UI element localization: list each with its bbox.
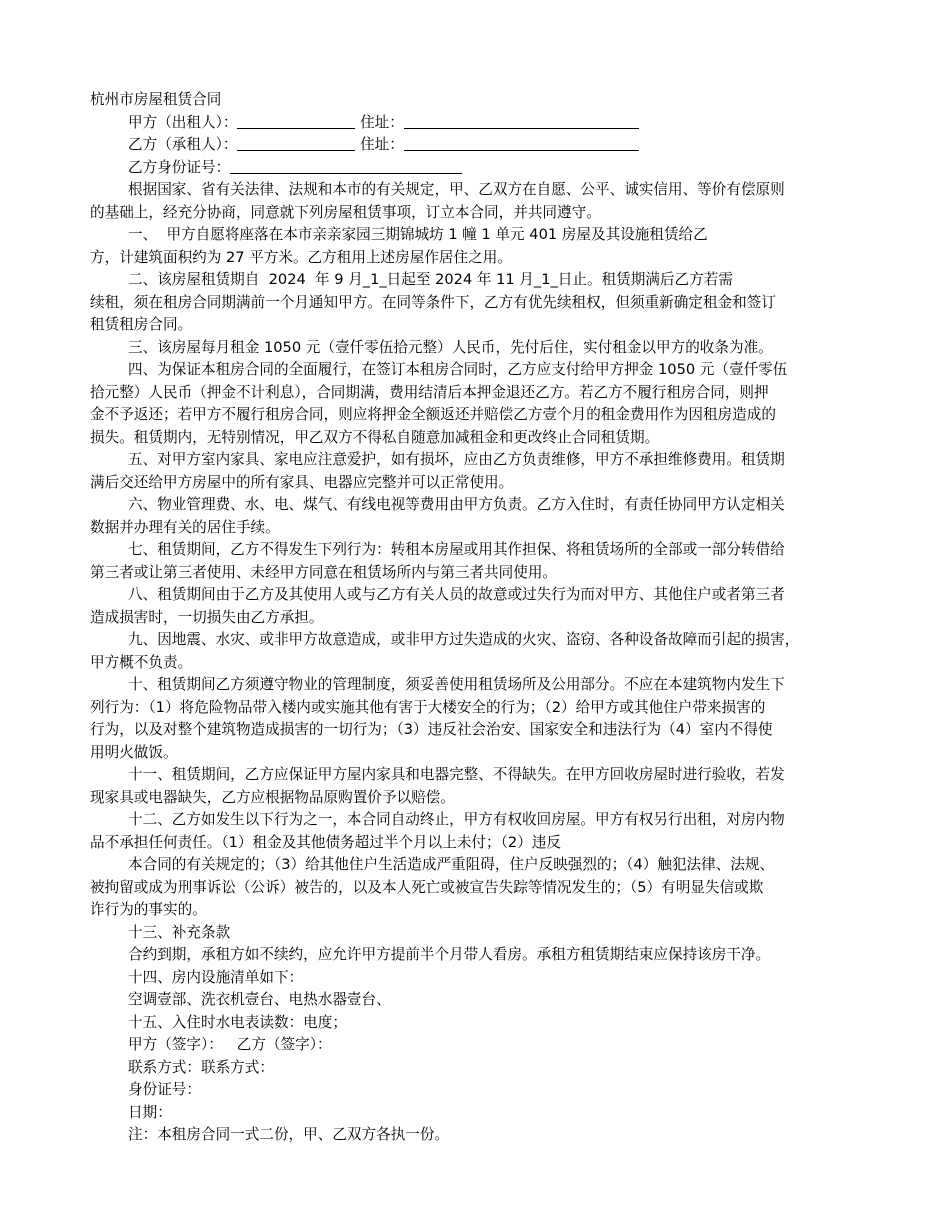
party-a-line [0, 112, 950, 135]
party-a-address-label: 住址： [355, 114, 404, 131]
clause-6-line-2: 数据并办理有关的居住手续。 [90, 519, 280, 536]
party-a-name-blank [237, 113, 355, 129]
clause-12-line-1: 十二、乙方如发生以下行为之一，本合同自动终止，甲方有权收回房屋。甲方有权另行出租，对房内物 [128, 811, 785, 828]
clause-2-line-2: 续租，须在租房合同期满前一个月通知甲方。在同等条件下，乙方有优先续租权，但须重新确定租金和签订 [90, 294, 776, 311]
clause-9-line-1: 九、因地震、水灾、或非甲方故意造成，或非甲方过失造成的火灾、盗窃、各种设备故障而引起的损害， [128, 631, 800, 648]
party-b-id-label: 乙方身份证号： [128, 159, 231, 176]
clause-10-line-2: 列行为：（1）将危险物品带入楼内或实施其他有害于大楼安全的行为；（2）给甲方或其他住户带来损害的 [90, 699, 766, 716]
party-a-address-blank [404, 113, 639, 129]
party-b-id-blank [230, 158, 462, 174]
clause-9-line-2: 甲方概不负责。 [90, 654, 193, 671]
clause-11-line-1: 十一、租赁期间，乙方应保证甲方屋内家具和电器完整、不得缺失。在甲方回收房屋时进行验收，若发 [128, 766, 785, 783]
clause-3-line-1: 三、该房屋每月租金 1050 元（壹仟零伍拾元整）人民币，先付后住，实付租金以甲方的收条为准。 [128, 339, 773, 356]
date-line: 日期： [128, 1104, 172, 1121]
clause-15-heading: 十五、入住时水电表读数：电度； [128, 1014, 347, 1031]
clause-7-line-1: 七、租赁期间，乙方不得发生下列行为：转租本房屋或用其作担保、将租赁场所的全部或一部分转借给 [128, 541, 785, 558]
clause-14-heading: 十四、房内设施清单如下： [128, 969, 304, 986]
party-b-id-line [0, 157, 950, 180]
signature-line: 甲方（签字）： 乙方（签字）： [128, 1036, 332, 1053]
clause-2-line-3: 租赁租房合同。 [90, 316, 193, 333]
clause-4-line-3: 金不予返还；若甲方不履行租房合同，则应将押金全额返还并赔偿乙方壹个月的租金费用作为因租房造成的 [90, 406, 776, 423]
clause-10-line-4: 用明火做饭。 [90, 744, 178, 761]
party-b-address-label: 住址： [355, 136, 404, 153]
clause-2-line-1: 二、该房屋租赁期自 2024 年 9 月_1_日起至 2024 年 11 月_1_日止。租赁期满后乙方若需 [128, 271, 733, 288]
clause-6-line-1: 六、物业管理费、水、电、煤气、有线电视等费用由甲方负责。乙方入住时，有责任协同甲方认定相关 [128, 496, 785, 513]
contact-line: 联系方式：联系方式： [128, 1059, 274, 1076]
clause-7-line-2: 第三者或让第三者使用、未经甲方同意在租赁场所内与第三者共同使用。 [90, 564, 558, 581]
party-b-line [0, 134, 950, 157]
clause-10-line-1: 十、租赁期间乙方须遵守物业的管理制度，须妥善使用租赁场所及公用部分。不应在本建筑物内发生下 [128, 676, 785, 693]
party-b-name-blank [237, 135, 355, 151]
clause-8-line-1: 八、租赁期间由于乙方及其使用人或与乙方有关人员的故意或过失行为而对甲方、其他住户或者第三者 [128, 586, 785, 603]
contract-title: 杭州市房屋租赁合同 [90, 91, 222, 108]
intro-line-2: 的基础上，经充分协商，同意就下列房屋租赁事项，订立本合同，并共同遵守。 [90, 204, 601, 221]
clause-12-line-5: 诈行为的事实的。 [90, 901, 207, 918]
intro-line-1: 根据国家、省有关法律、法规和本市的有关规定，甲、乙双方在自愿、公平、诚实信用、等价有偿原则 [128, 181, 785, 198]
clause-13-heading: 十三、补充条款 [128, 924, 231, 941]
clause-5-line-1: 五、对甲方室内家具、家电应注意爱护，如有损坏，应由乙方负责维修，甲方不承担维修费用。租赁期 [128, 451, 785, 468]
clause-14-body: 空调壹部、洗衣机壹台、电热水器壹台、 [128, 991, 391, 1008]
clause-1-line-2: 方，计建筑面积约为 27 平方米。乙方租用上述房屋作居住之用。 [90, 249, 512, 266]
clause-5-line-2: 满后交还给甲方房屋中的所有家具、电器应完整并可以正常使用。 [90, 474, 514, 491]
party-b-label: 乙方（承租人）： [128, 136, 238, 153]
clause-4-line-1: 四、为保证本租房合同的全面履行，在签订本租房合同时，乙方应支付给甲方押金 1050 元（壹仟零伍 [128, 361, 788, 378]
clause-12-line-3: 本合同的有关规定的；（3）给其他住户生活造成严重阻碍，住户反映强烈的；（4）触犯法律、法规、 [128, 856, 775, 873]
clause-8-line-2: 造成损害时，一切损失由乙方承担。 [90, 609, 324, 626]
clause-13-body: 合约到期，承租方如不续约，应允许甲方提前半个月带人看房。承租方租赁期结束应保持该房干净。 [128, 946, 771, 963]
party-a-label: 甲方（出租人）： [128, 114, 238, 131]
clause-12-line-2: 品不承担任何责任。（1）租金及其他债务超过半个月以上未付；（2）违反 [90, 834, 561, 851]
party-b-address-blank [404, 135, 639, 151]
clause-4-line-4: 损失。租赁期内，无特别情况，甲乙双方不得私自随意加减租金和更改终止合同租赁期。 [90, 429, 660, 446]
clause-4-line-2: 拾元整）人民币（押金不计利息），合同期满，费用结清后本押金退还乙方。若乙方不履行租房合同，则押 [90, 384, 769, 401]
clause-12-line-4: 被拘留或成为刑事诉讼（公诉）被告的，以及本人死亡或被宣告失踪等情况发生的；（5）有明显失信或欺 [90, 879, 764, 896]
note-line: 注：本租房合同一式二份，甲、乙双方各执一份。 [128, 1126, 450, 1143]
clause-11-line-2: 现家具或电器缺失，乙方应根据物品原购置价予以赔偿。 [90, 789, 455, 806]
clause-10-line-3: 行为，以及对整个建筑物造成损害的一切行为；（3）违反社会治安、国家安全和违法行为（4）室内不得使 [90, 721, 773, 738]
clause-1-line-1: 一、 甲方自愿将座落在本市亲亲家园三期锦城坊 1 幢 1 单元 401 房屋及其设施租赁给乙 [128, 226, 708, 243]
id-number-line: 身份证号： [128, 1081, 201, 1098]
